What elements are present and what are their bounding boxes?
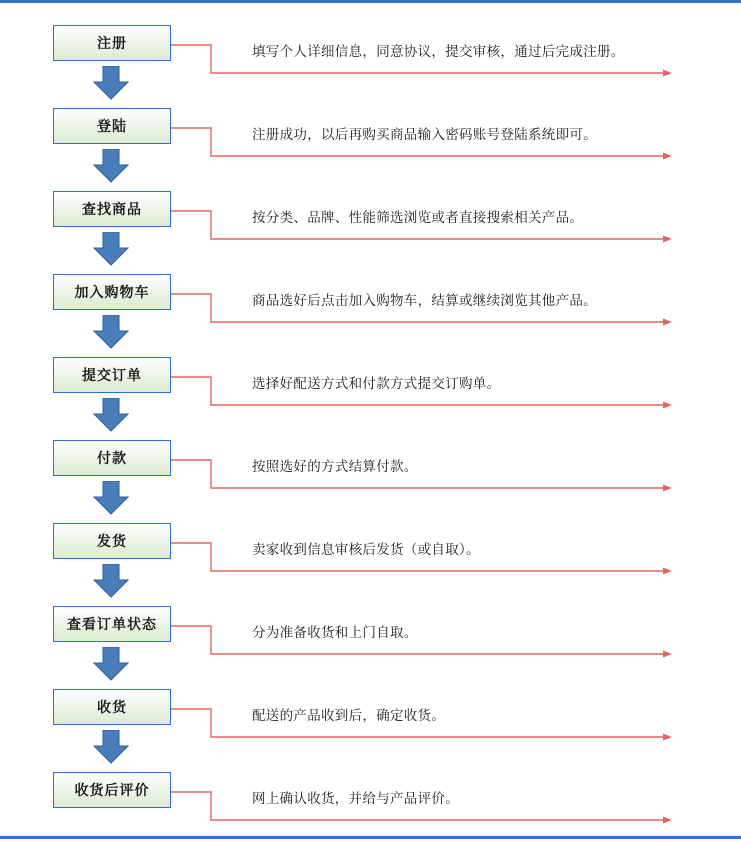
flow-connector-8 (171, 624, 676, 625)
flow-node-label: 注册 (97, 35, 127, 51)
flow-node-submit-order[interactable] (53, 357, 171, 393)
flow-connector-6 (171, 458, 676, 459)
flow-node-find-product[interactable] (53, 191, 171, 227)
flow-arrow-down-4 (93, 315, 129, 349)
flow-node-receive-goods[interactable] (53, 689, 171, 725)
flow-node-label: 发货 (97, 533, 127, 549)
flow-desc-7: 卖家收到信息审核后发货（或自取）。 (252, 542, 480, 557)
flow-node-label: 付款 (97, 450, 127, 466)
flow-node-label: 登陆 (97, 118, 127, 134)
flow-arrow-down-2 (93, 149, 129, 183)
flow-node-shipping[interactable] (53, 523, 171, 559)
flow-node-register[interactable] (53, 25, 171, 61)
flow-node-order-status[interactable] (53, 606, 171, 642)
flow-node-review[interactable] (53, 772, 171, 808)
flow-node-label: 收货后评价 (74, 782, 150, 798)
flow-node-label: 收货 (97, 699, 127, 715)
flow-node-label: 查找商品 (82, 201, 142, 217)
flow-desc-10: 网上确认收货，并给与产品评价。 (252, 791, 459, 806)
flow-desc-6: 按照选好的方式结算付款。 (252, 459, 418, 474)
flowchart (0, 3, 741, 842)
flow-desc-4: 商品选好后点击加入购物车，结算或继续浏览其他产品。 (252, 293, 597, 308)
flow-node-label: 提交订单 (82, 367, 142, 383)
flow-arrow-down-3 (93, 232, 129, 266)
flow-desc-5: 选择好配送方式和付款方式提交订购单。 (252, 376, 501, 391)
flow-desc-3: 按分类、品牌、性能筛选浏览或者直接搜索相关产品。 (252, 210, 584, 225)
flow-arrow-down-7 (93, 564, 129, 598)
flow-arrow-down-1 (93, 66, 129, 100)
flow-arrow-down-9 (93, 730, 129, 764)
flow-node-label: 加入购物车 (74, 284, 150, 300)
flow-arrow-down-6 (93, 481, 129, 515)
flow-desc-8: 分为准备收货和上门自取。 (252, 625, 418, 640)
flow-desc-1: 填写个人详细信息，同意协议，提交审核，通过后完成注册。 (252, 44, 625, 59)
flow-desc-2: 注册成功，以后再购买商品输入密码账号登陆系统即可。 (252, 127, 597, 142)
flow-node-login[interactable] (53, 108, 171, 144)
flow-node-payment[interactable] (53, 440, 171, 476)
flow-desc-9: 配送的产品收到后，确定收货。 (252, 708, 446, 723)
flow-node-label: 查看订单状态 (67, 616, 157, 632)
flow-arrow-down-8 (93, 647, 129, 681)
flow-node-add-to-cart[interactable] (53, 274, 171, 310)
flow-arrow-down-5 (93, 398, 129, 432)
